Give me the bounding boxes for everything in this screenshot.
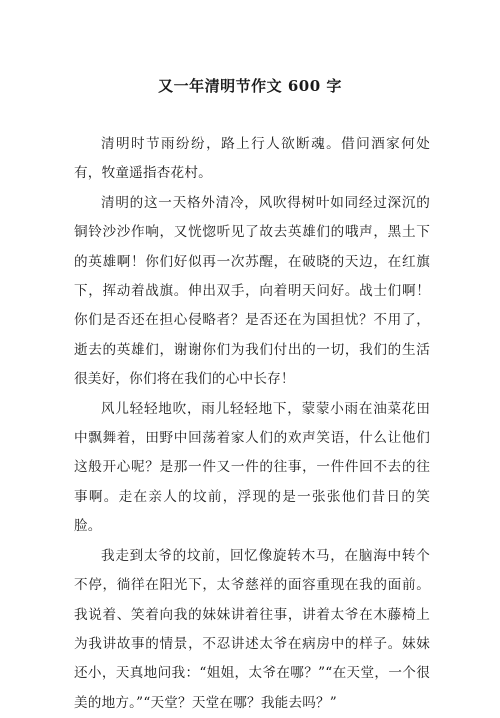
paragraph: 我走到太爷的坟前，回忆像旋转木马，在脑海中转个不停，徜徉在阳光下，太爷慈祥的面容重现在我的面前。我说着、笑着向我的妹妹讲着往事，讲着太爷在木藤椅上为我讲故事的情景，不忍讲述太爷在病房中的样子。妹妹还小，天真地问我：“姐姐，太爷在哪？”“在天堂，一个很美的地方。”“天堂？天堂在哪？我能去吗？” xyxy=(74,547,430,711)
paragraph: 清明时节雨纷纷，路上行人欲断魂。借问酒家何处有，牧童遥指杏花村。 xyxy=(74,136,430,182)
document-body xyxy=(74,130,430,718)
paragraph: 风儿轻轻地吹，雨儿轻轻地下，蒙蒙小雨在油菜花田中飘舞着，田野中回荡着家人们的欢声笑语，什么让他们这般开心呢？是那一件又一件的往事，一件件回不去的往事啊。走在亲人的坟前，浮现的是一张张他们昔日的笑脸。 xyxy=(74,400,430,535)
document-title: 又一年清明节作文 600 字 xyxy=(158,77,342,95)
paragraph: 清明的这一天格外清冷，风吹得树叶如同经过深沉的铜铃沙沙作响，又恍惚听见了故去英雄们的哦声，黑土下的英雄啊！你们好似再一次苏醒，在破晓的天边，在红旗下，挥动着战旗。伸出双手，向着明天问好。战士们啊！你们是否还在担心侵略者？是否还在为国担忧？不用了，逝去的英雄们，谢谢你们为我们付出的一切，我们的生活很美好，你们将在我们的心中长存！ xyxy=(74,194,430,388)
